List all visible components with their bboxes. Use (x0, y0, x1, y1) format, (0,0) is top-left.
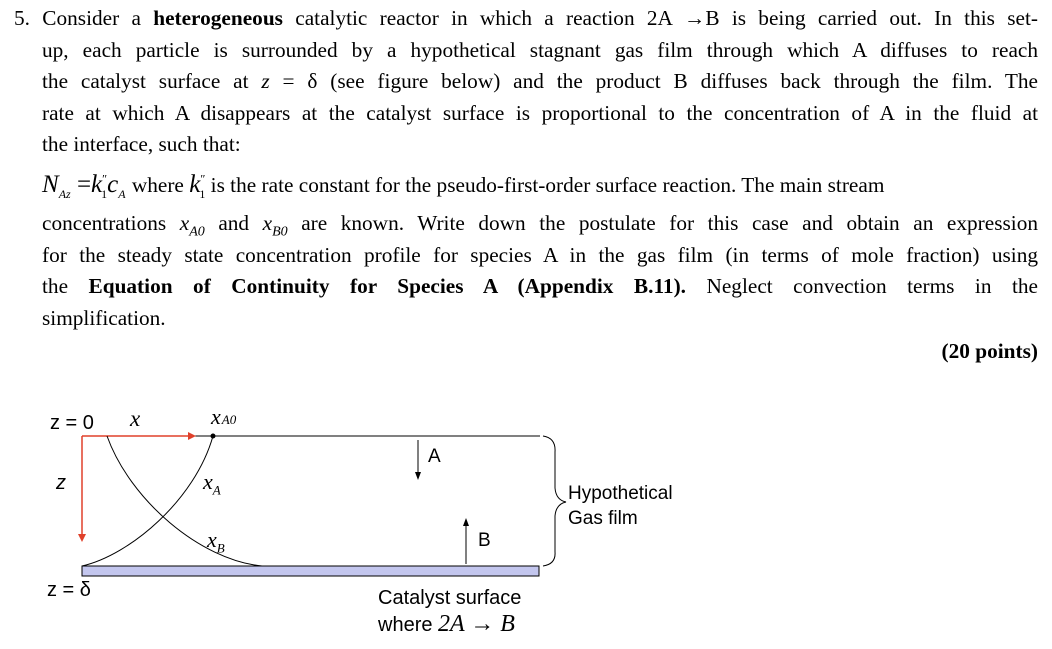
B-arrow-label: B (478, 530, 491, 551)
catalyst-label: Catalyst surface where 2A → B (378, 587, 522, 637)
question-line-4: rate at which A disappears at the catalyst surface is proportional to the concentration of A in the fluid at (42, 101, 1038, 125)
x-axis-label: x (130, 406, 141, 431)
xB-profile-curve (107, 436, 262, 566)
question-line-10: simplification. (42, 306, 166, 330)
z-axis-label: z (56, 472, 66, 494)
heterogeneous-bold: heterogeneous (153, 6, 283, 30)
points-label: (20 points) (941, 339, 1038, 363)
question-line-8: for the steady state concentration profile for species A in the gas film (in terms of mole fraction) using (42, 243, 1038, 267)
question-line-3: the catalyst surface at z = δ (see figure below) and the product B diffuses back through the film. The (42, 69, 1038, 93)
question-line-2: up, each particle is surrounded by a hypothetical stagnant gas film through which A diffuses to reach (42, 38, 1038, 62)
reaction-equation: 2A → B (438, 611, 515, 637)
question-line-7: concentrations $x_{A0}$ and $x_{B0}$ are known. Write down the postulate for this case and obtain an expression (42, 211, 1038, 240)
xA0-label: xA0 (211, 404, 237, 429)
z0-label: z = 0 (50, 412, 94, 434)
catalyst-surface (82, 566, 539, 576)
question-line-5: the interface, such that: (42, 132, 241, 156)
A-arrow-label: A (428, 446, 441, 467)
question-number: 5. (14, 6, 30, 30)
zdelta-label: z = δ (47, 579, 91, 601)
equation-of-continuity-bold: Equation of Continuity for Species A (Appendix B.11). (88, 274, 686, 298)
rate-equation-line: $N_{Az} =k''_1c_A$ where $k''_1$ is the rate constant for the pseudo-first-order surface reaction. The main stream (42, 171, 885, 201)
xB-label: $x_B$ (207, 527, 225, 556)
question-line-9: the Equation of Continuity for Species A (Appendix B.11). Neglect convection terms in the (42, 274, 1038, 298)
rate-constant-symbol: $k''_1$ (189, 171, 206, 201)
film-label: Hypothetical Gas film (568, 483, 673, 529)
question-line-1: 5. Consider a heterogeneous catalytic reactor in which a reaction 2A →B is being carried out. In this set- (14, 6, 1038, 30)
xA0-point (211, 434, 216, 439)
rate-equation: $N_{Az} =k''_1c_A$ (42, 171, 126, 201)
xA-label: $x_A$ (203, 469, 221, 498)
film-brace (543, 436, 566, 566)
